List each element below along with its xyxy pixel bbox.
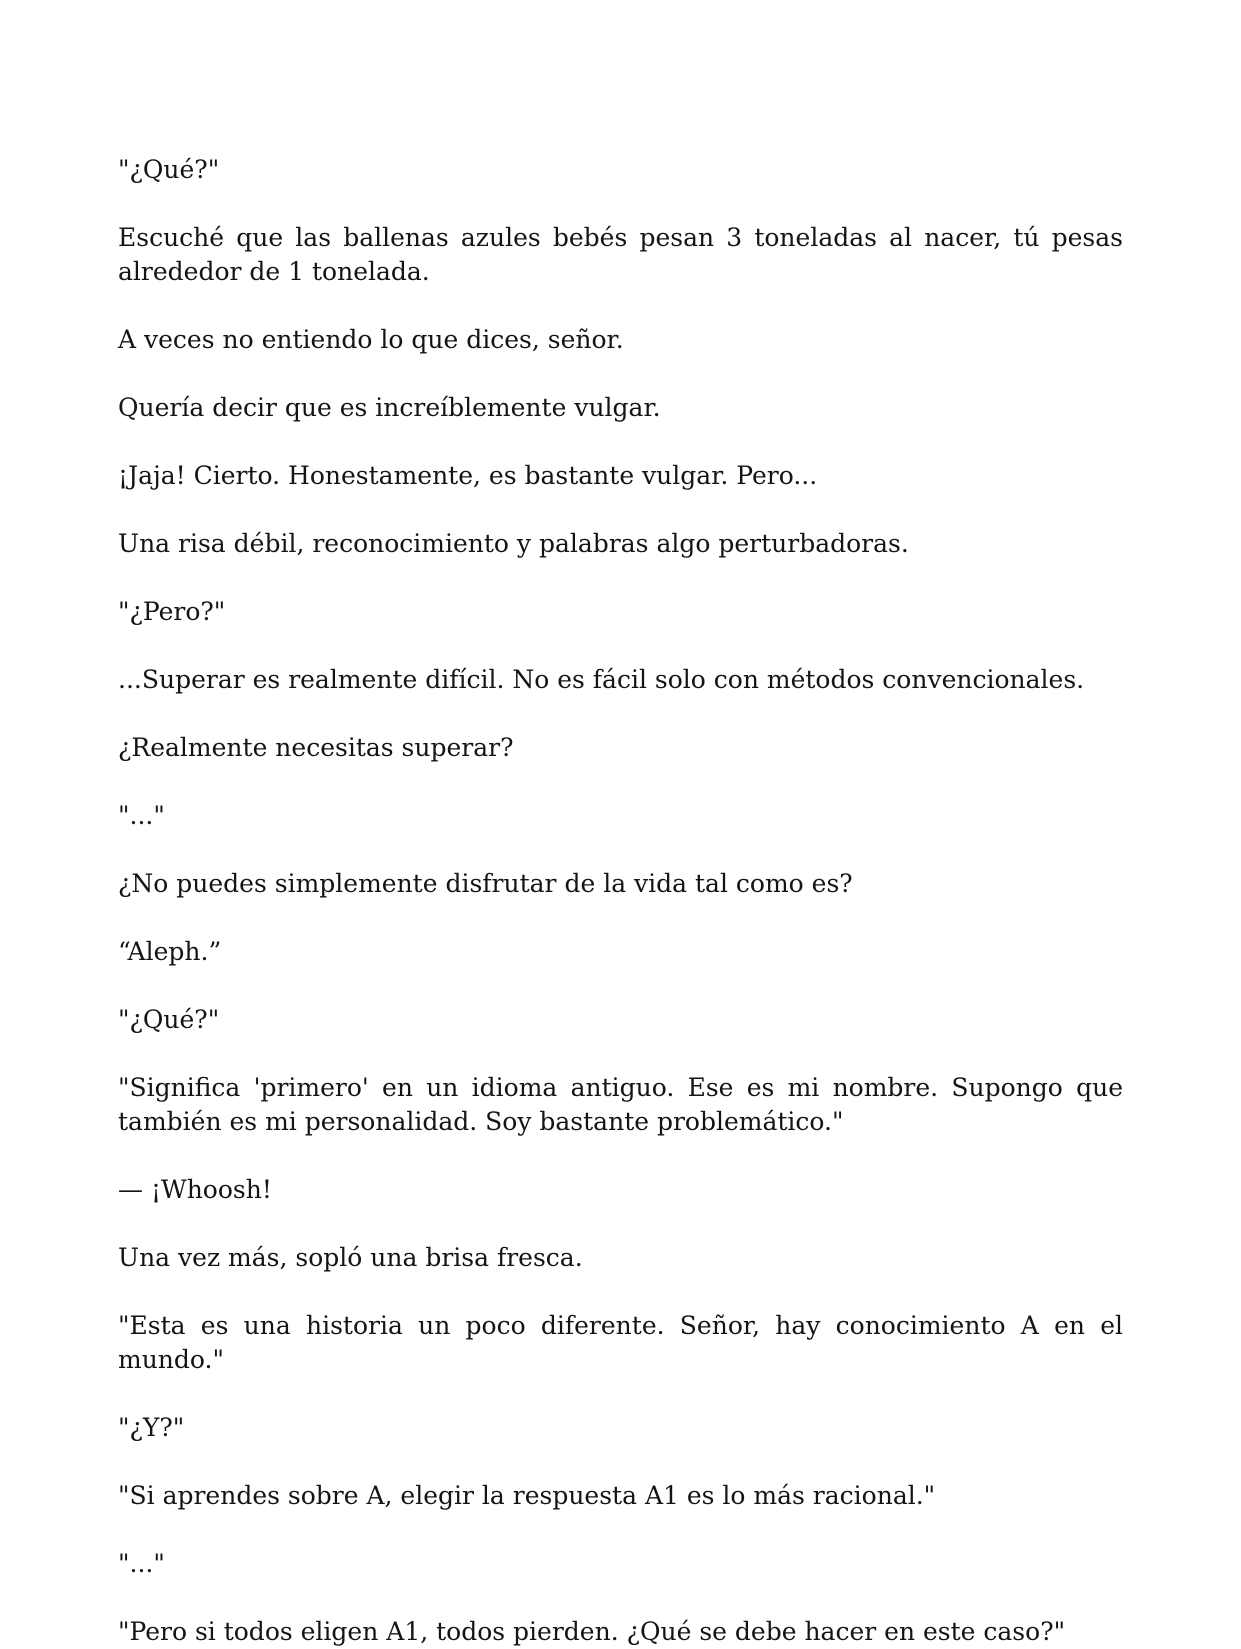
- paragraph: "¿Y?": [118, 1413, 185, 1442]
- paragraph: "Si aprendes sobre A, elegir la respuesta A1 es lo más racional.": [118, 1481, 936, 1510]
- paragraph: — ¡Whoosh!: [118, 1175, 272, 1204]
- paragraph: Una vez más, sopló una brisa fresca.: [118, 1243, 583, 1272]
- paragraph: ¡Jaja! Cierto. Honestamente, es bastante vulgar. Pero...: [118, 461, 818, 490]
- paragraph: ¿Realmente necesitas superar?: [118, 733, 514, 762]
- paragraph: "Esta es una historia un poco diferente. Señor, hay conocimiento A en el mundo.": [118, 1311, 1123, 1374]
- paragraph: Escuché que las ballenas azules bebés pesan 3 toneladas al nacer, tú pesas alrededor de 1 tonelada.: [118, 223, 1123, 286]
- paragraph: "¿Pero?": [118, 597, 226, 626]
- paragraph: A veces no entiendo lo que dices, señor.: [118, 325, 624, 354]
- paragraph: "...": [118, 1549, 165, 1578]
- paragraph: "Significa 'primero' en un idioma antiguo. Ese es mi nombre. Supongo que también es mi personalidad. Soy bastante problemático.": [118, 1073, 1123, 1136]
- paragraph: Quería decir que es increíblemente vulgar.: [118, 393, 661, 422]
- paragraph: "¿Qué?": [118, 1005, 220, 1034]
- paragraph: Una risa débil, reconocimiento y palabras algo perturbadoras.: [118, 529, 909, 558]
- paragraph: ...Superar es realmente difícil. No es fácil solo con métodos convencionales.: [118, 665, 1085, 694]
- paragraph: ¿No puedes simplemente disfrutar de la vida tal como es?: [118, 869, 853, 898]
- paragraph: "¿Qué?": [118, 155, 220, 184]
- paragraph: "Pero si todos eligen A1, todos pierden. ¿Qué se debe hacer en este caso?": [118, 1617, 1066, 1646]
- paragraph: "...": [118, 801, 165, 830]
- paragraph: “Aleph.”: [118, 937, 222, 966]
- document-body: [118, 153, 1123, 1649]
